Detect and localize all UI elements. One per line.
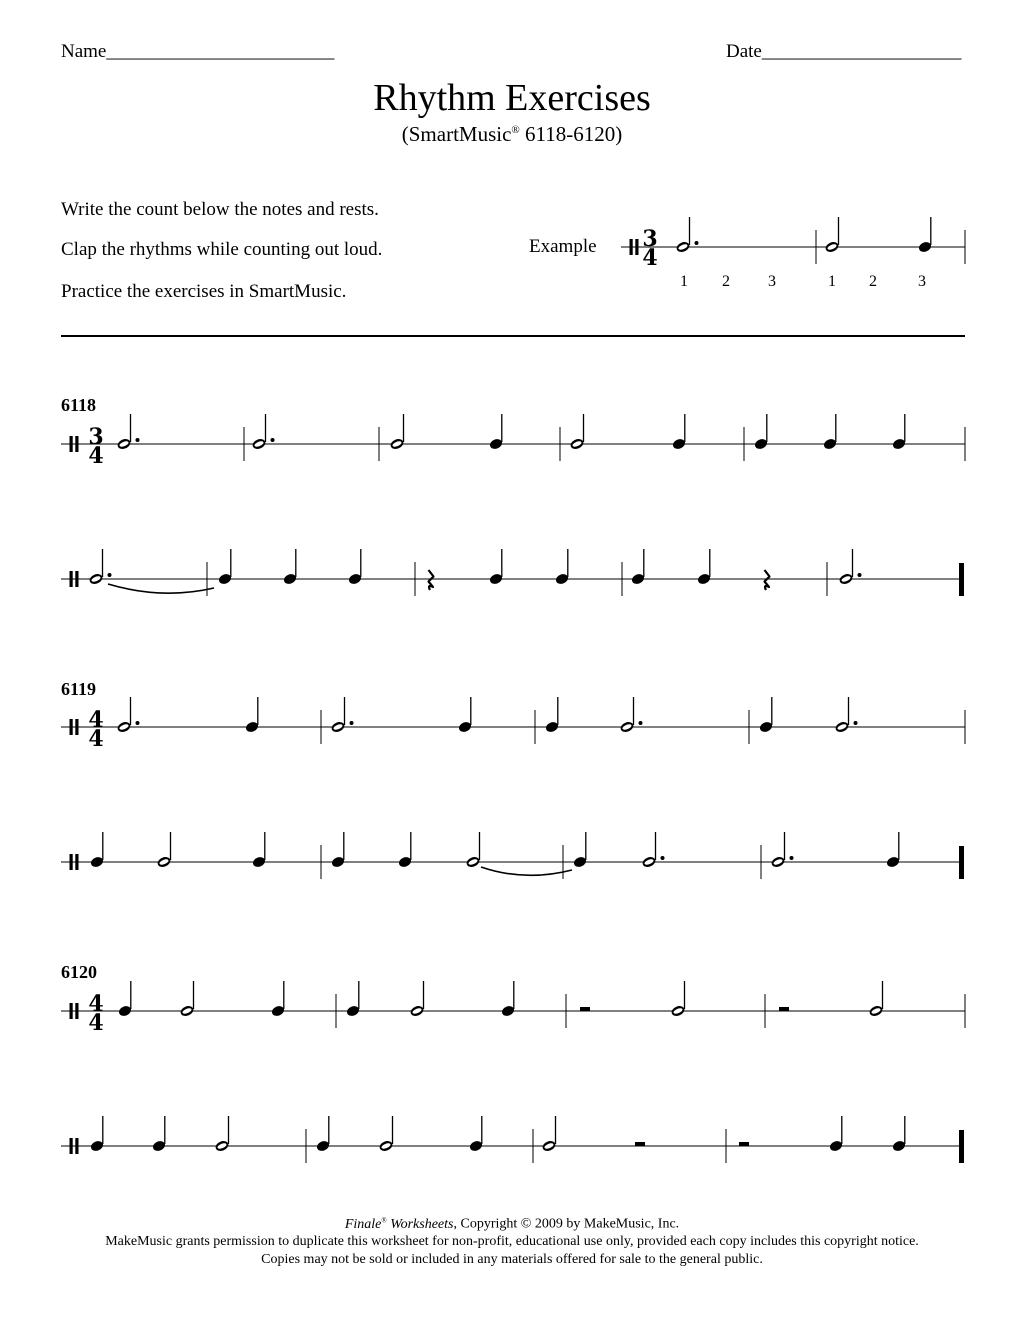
example-count: 3 [918, 273, 926, 290]
time-signature-bottom: 4 [88, 443, 104, 469]
example-count: 3 [768, 273, 776, 290]
footer-worksheets: Worksheets [386, 1216, 454, 1232]
example-count: 2 [722, 273, 730, 290]
footer-registered-mark: ® [381, 1216, 387, 1224]
staff-6118-line-2 [61, 549, 964, 596]
example-count: 1 [680, 273, 688, 290]
instruction-write-count: Write the count below the notes and rests. [61, 199, 379, 220]
name-field-label: Name________________________ [61, 41, 335, 62]
subtitle-text-start: (SmartMusic [401, 122, 512, 146]
exercise-number-6119: 6119 [61, 679, 97, 699]
staff-6118-line-1 [61, 414, 965, 469]
footer-finale: Finale [344, 1216, 382, 1232]
staff-6120-line-1 [61, 981, 965, 1036]
time-signature-bottom: 4 [88, 726, 104, 752]
exercise-number-6118: 6118 [61, 395, 97, 415]
copyright-footer [0, 1212, 1024, 1268]
time-signature-top: 4 [88, 707, 104, 733]
time-signature-top: 3 [88, 424, 104, 450]
time-signature-top: 4 [88, 991, 104, 1017]
example-staff [621, 217, 965, 290]
registered-mark: ® [511, 124, 520, 136]
example-count: 1 [828, 273, 836, 290]
instruction-practice: Practice the exercises in SmartMusic. [61, 281, 347, 302]
staff-6119-line-2 [61, 832, 964, 879]
page-title: Rhythm Exercises [373, 77, 651, 119]
footer-line-2: MakeMusic grants permission to duplicate this worksheet for non-profit, educational use only, provided each copy includes this copyright notice. [105, 1234, 919, 1250]
example-label: Example [529, 236, 597, 257]
date-field-label: Date_____________________ [726, 41, 962, 62]
footer-line-1 [0, 1212, 1024, 1233]
example-count: 2 [869, 273, 877, 290]
staff-6119-line-1 [61, 697, 965, 752]
staff-6120-line-2 [61, 1116, 964, 1163]
time-signature-bottom: 4 [642, 245, 658, 271]
time-signature-bottom: 4 [88, 1010, 104, 1036]
time-signature-top: 3 [642, 226, 658, 252]
footer-line-3: Copies may not be sold or included in any materials offered for sale to the general public. [261, 1251, 763, 1267]
instruction-clap-rhythms: Clap the rhythms while counting out loud. [61, 239, 383, 260]
subtitle-text-end: 6118-6120) [519, 122, 623, 146]
exercise-number-6120: 6120 [61, 962, 97, 982]
footer-copyright: , Copyright © 2009 by MakeMusic, Inc. [453, 1216, 680, 1232]
